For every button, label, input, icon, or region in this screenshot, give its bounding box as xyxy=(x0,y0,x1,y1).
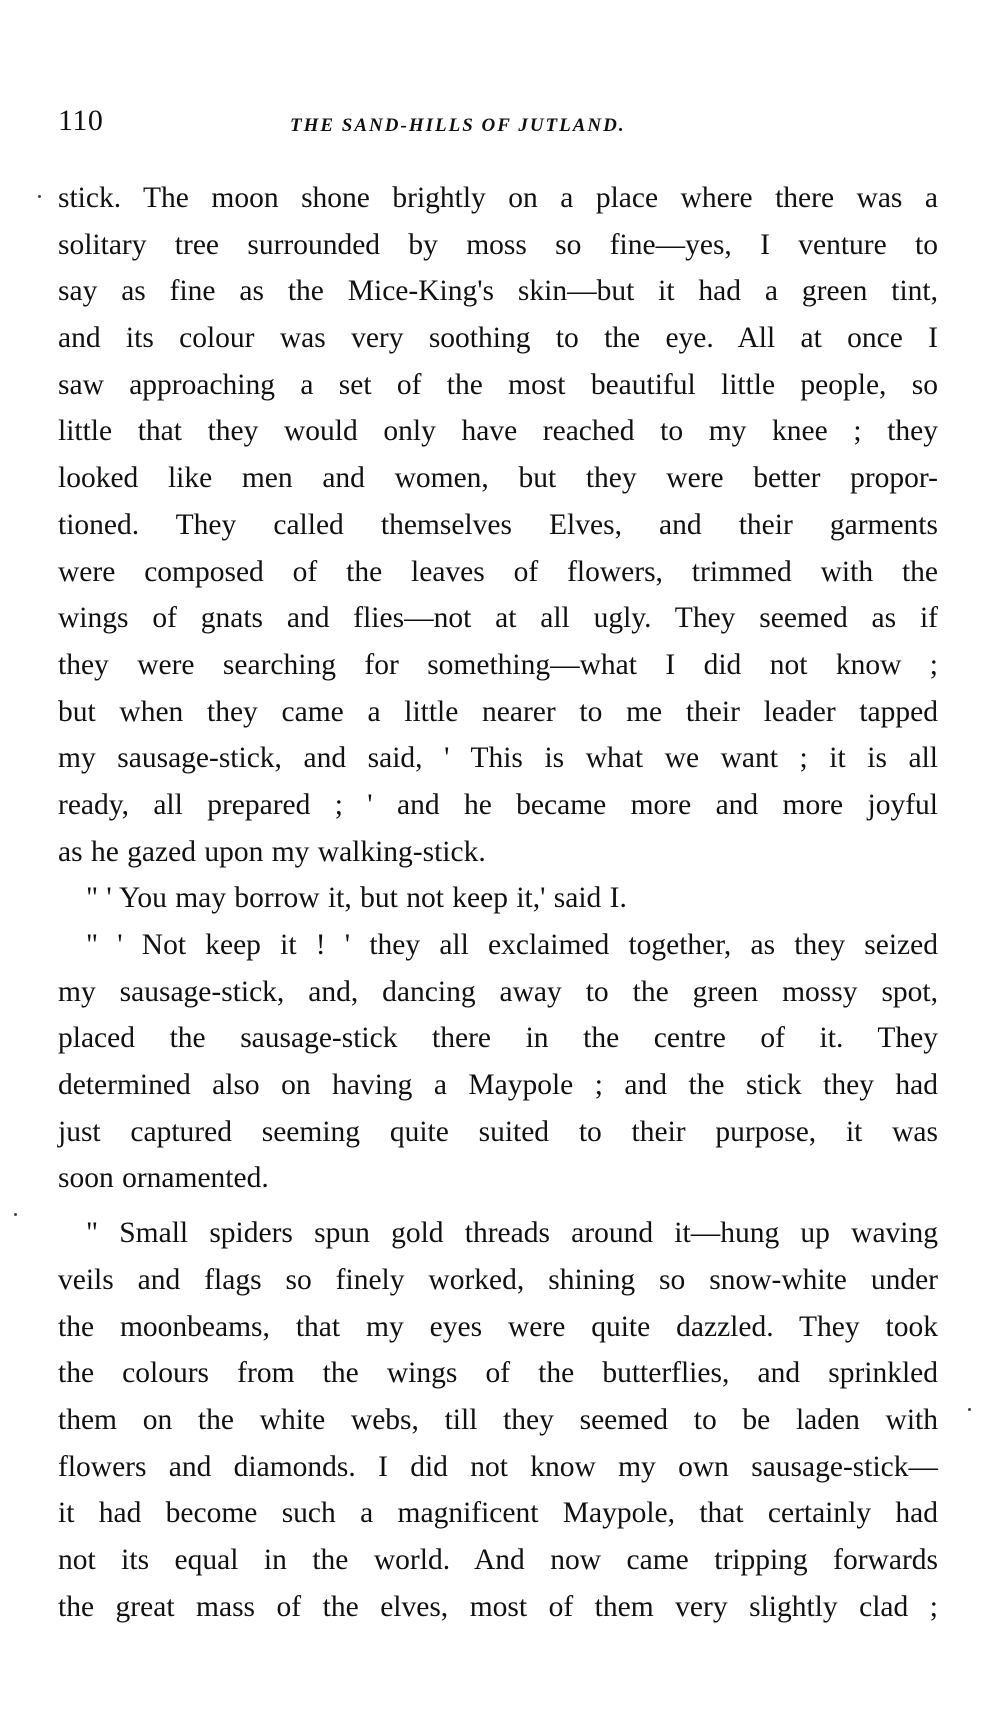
print-speck xyxy=(38,195,41,198)
paragraph-4 xyxy=(58,1210,938,1630)
text-line: " Small spiders spun gold threads around it—hung up waving xyxy=(86,1217,938,1250)
text-line: solitary tree surrounded by moss so fine—yes, I venture to xyxy=(58,228,938,261)
text-line: stick. The moon shone brightly on a place where there was a xyxy=(58,182,938,214)
text-line: wings of gnats and flies—not at all ugly. They seemed as if xyxy=(58,602,938,635)
text-line: my sausage-stick, and, dancing away to the green mossy spot, xyxy=(58,975,938,1008)
paragraph-1 xyxy=(58,175,938,875)
text-line: my sausage-stick, and said, ' This is what we want ; it is all xyxy=(58,742,938,775)
text-line: and its colour was very soothing to the eye. All at once I xyxy=(58,322,938,355)
text-line: " ' You may borrow it, but not keep it,' said I. xyxy=(86,882,627,915)
text-line: placed the sausage-stick there in the centre of it. They xyxy=(58,1022,938,1055)
running-title: THE SAND-HILLS OF JUTLAND. xyxy=(290,115,626,136)
text-line: them on the white webs, till they seemed to be laden with xyxy=(58,1403,938,1436)
text-line: flowers and diamonds. I did not know my own sausage-stick— xyxy=(58,1450,938,1483)
text-line: saw approaching a set of the most beautiful little people, so xyxy=(58,368,938,401)
text-line: looked like men and women, but they were better propor- xyxy=(58,462,938,495)
text-line: ready, all prepared ; ' and he became more and more joyful xyxy=(58,788,938,821)
text-line: tioned. They called themselves Elves, and their garments xyxy=(58,508,938,541)
text-line: the colours from the wings of the butterflies, and sprinkled xyxy=(58,1357,938,1390)
text-line: were composed of the leaves of flowers, trimmed with the xyxy=(58,555,938,588)
text-line: as he gazed upon my walking-stick. xyxy=(58,835,486,868)
print-speck xyxy=(14,1213,17,1216)
text-line: it had become such a magnificent Maypole, that certainly had xyxy=(58,1497,938,1530)
text-line: say as fine as the Mice-King's skin—but it had a green tint, xyxy=(58,275,938,308)
text-line: determined also on having a Maypole ; and the stick they had xyxy=(58,1069,938,1102)
print-speck xyxy=(968,1408,971,1411)
text-line: just captured seeming quite suited to their purpose, it was xyxy=(58,1115,938,1148)
text-line: soon ornamented. xyxy=(58,1162,269,1195)
text-line: veils and flags so finely worked, shining so snow-white under xyxy=(58,1263,938,1296)
text-line: but when they came a little nearer to me their leader tapped xyxy=(58,695,938,728)
body-text xyxy=(58,175,938,1630)
text-line: the great mass of the elves, most of them very slightly clad ; xyxy=(58,1590,938,1623)
paragraph-gap xyxy=(58,1202,938,1210)
page-number: 110 xyxy=(58,104,104,137)
running-head xyxy=(58,104,938,144)
paragraph-2 xyxy=(58,875,938,922)
paragraph-3 xyxy=(58,922,938,1202)
text-line: they were searching for something—what I did not know ; xyxy=(58,648,938,681)
text-line: little that they would only have reached to my knee ; they xyxy=(58,415,938,448)
text-line: " ' Not keep it ! ' they all exclaimed together, as they seized xyxy=(86,929,938,961)
text-line: not its equal in the world. And now came tripping forwards xyxy=(58,1543,938,1576)
text-line: the moonbeams, that my eyes were quite dazzled. They took xyxy=(58,1310,938,1343)
